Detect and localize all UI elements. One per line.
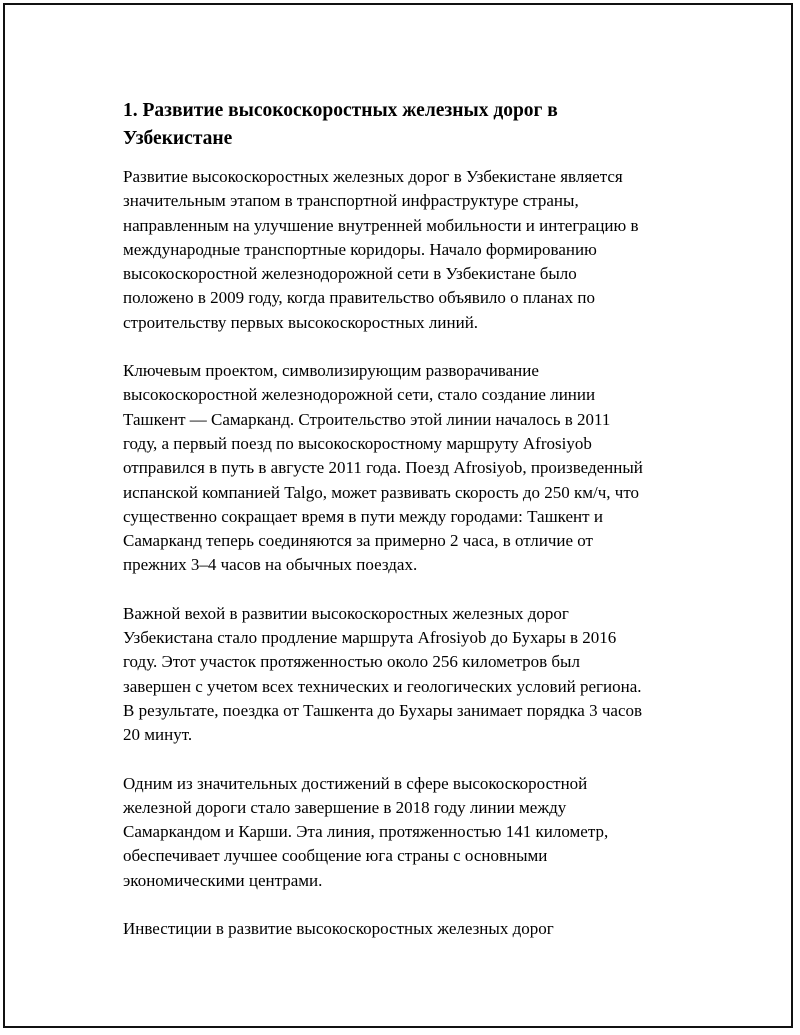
text-line: железной дороги стало завершение в 2018 году линии между bbox=[123, 797, 567, 817]
text-line: испанской компанией Talgo, может развивать скорость до 250 км/ч, что bbox=[123, 482, 640, 502]
text-line: 20 минут. bbox=[123, 725, 193, 745]
text-line: Одним из значительных достижений в сфере высокоскоростной bbox=[123, 773, 588, 793]
page-frame bbox=[3, 3, 793, 1028]
text-line: году, а первый поезд по высокоскоростному маршруту Afrosiyob bbox=[123, 433, 592, 453]
text-line: экономическими центрами. bbox=[123, 870, 323, 890]
document-body bbox=[123, 97, 703, 965]
text-line: Ташкент — Самарканд. Строительство этой линии началось в 2011 bbox=[123, 409, 611, 429]
text-line: обеспечивает лучшее сообщение юга страны с основными bbox=[123, 846, 548, 866]
text-line: Ключевым проектом, символизирующим разворачивание bbox=[123, 361, 539, 381]
text-line: Самарканд теперь соединяются за примерно 2 часа, в отличие от bbox=[123, 531, 593, 551]
paragraph-5 bbox=[123, 917, 703, 941]
heading-line: Узбекистане bbox=[123, 128, 233, 149]
text-line: положено в 2009 году, когда правительство объявило о планах по bbox=[123, 288, 596, 308]
text-line: Инвестиции в развитие высокоскоростных железных дорог bbox=[123, 919, 554, 939]
text-line: прежних 3–4 часов на обычных поездах. bbox=[123, 555, 418, 575]
heading-line: 1. Развитие высокоскоростных железных дорог в bbox=[123, 100, 558, 121]
text-line: завершен с учетом всех технических и геологических условий региона. bbox=[123, 676, 642, 696]
text-line: высокоскоростной железнодорожной сети, стало создание линии bbox=[123, 385, 596, 405]
text-line: значительным этапом в транспортной инфраструктуре страны, bbox=[123, 191, 579, 211]
text-line: Важной вехой в развитии высокоскоростных железных дорог bbox=[123, 603, 569, 623]
paragraph-2 bbox=[123, 359, 703, 578]
section-heading bbox=[123, 97, 703, 153]
text-line: отправился в путь в августе 2011 года. Поезд Afrosiyob, произведенный bbox=[123, 458, 643, 478]
text-line: Развитие высокоскоростных железных дорог в Узбекистане является bbox=[123, 167, 623, 186]
paragraph-1 bbox=[123, 165, 703, 335]
text-line: Самаркандом и Карши. Эта линия, протяженностью 141 километр, bbox=[123, 822, 609, 842]
text-line: направленным на улучшение внутренней мобильности и интеграцию в bbox=[123, 215, 639, 235]
paragraph-3 bbox=[123, 602, 703, 748]
text-line: высокоскоростной железнодорожной сети в Узбекистане было bbox=[123, 264, 577, 284]
paragraph-4 bbox=[123, 772, 703, 893]
text-line: международные транспортные коридоры. Начало формированию bbox=[123, 239, 597, 259]
text-line: строительству первых высокоскоростных линий. bbox=[123, 312, 479, 332]
text-line: году. Этот участок протяженностью около 256 километров был bbox=[123, 652, 580, 672]
text-line: существенно сокращает время в пути между городами: Ташкент и bbox=[123, 506, 603, 526]
text-line: В результате, поездка от Ташкента до Бухары занимает порядка 3 часов bbox=[123, 700, 643, 720]
text-line: Узбекистана стало продление маршрута Afrosiyob до Бухары в 2016 bbox=[123, 628, 617, 648]
